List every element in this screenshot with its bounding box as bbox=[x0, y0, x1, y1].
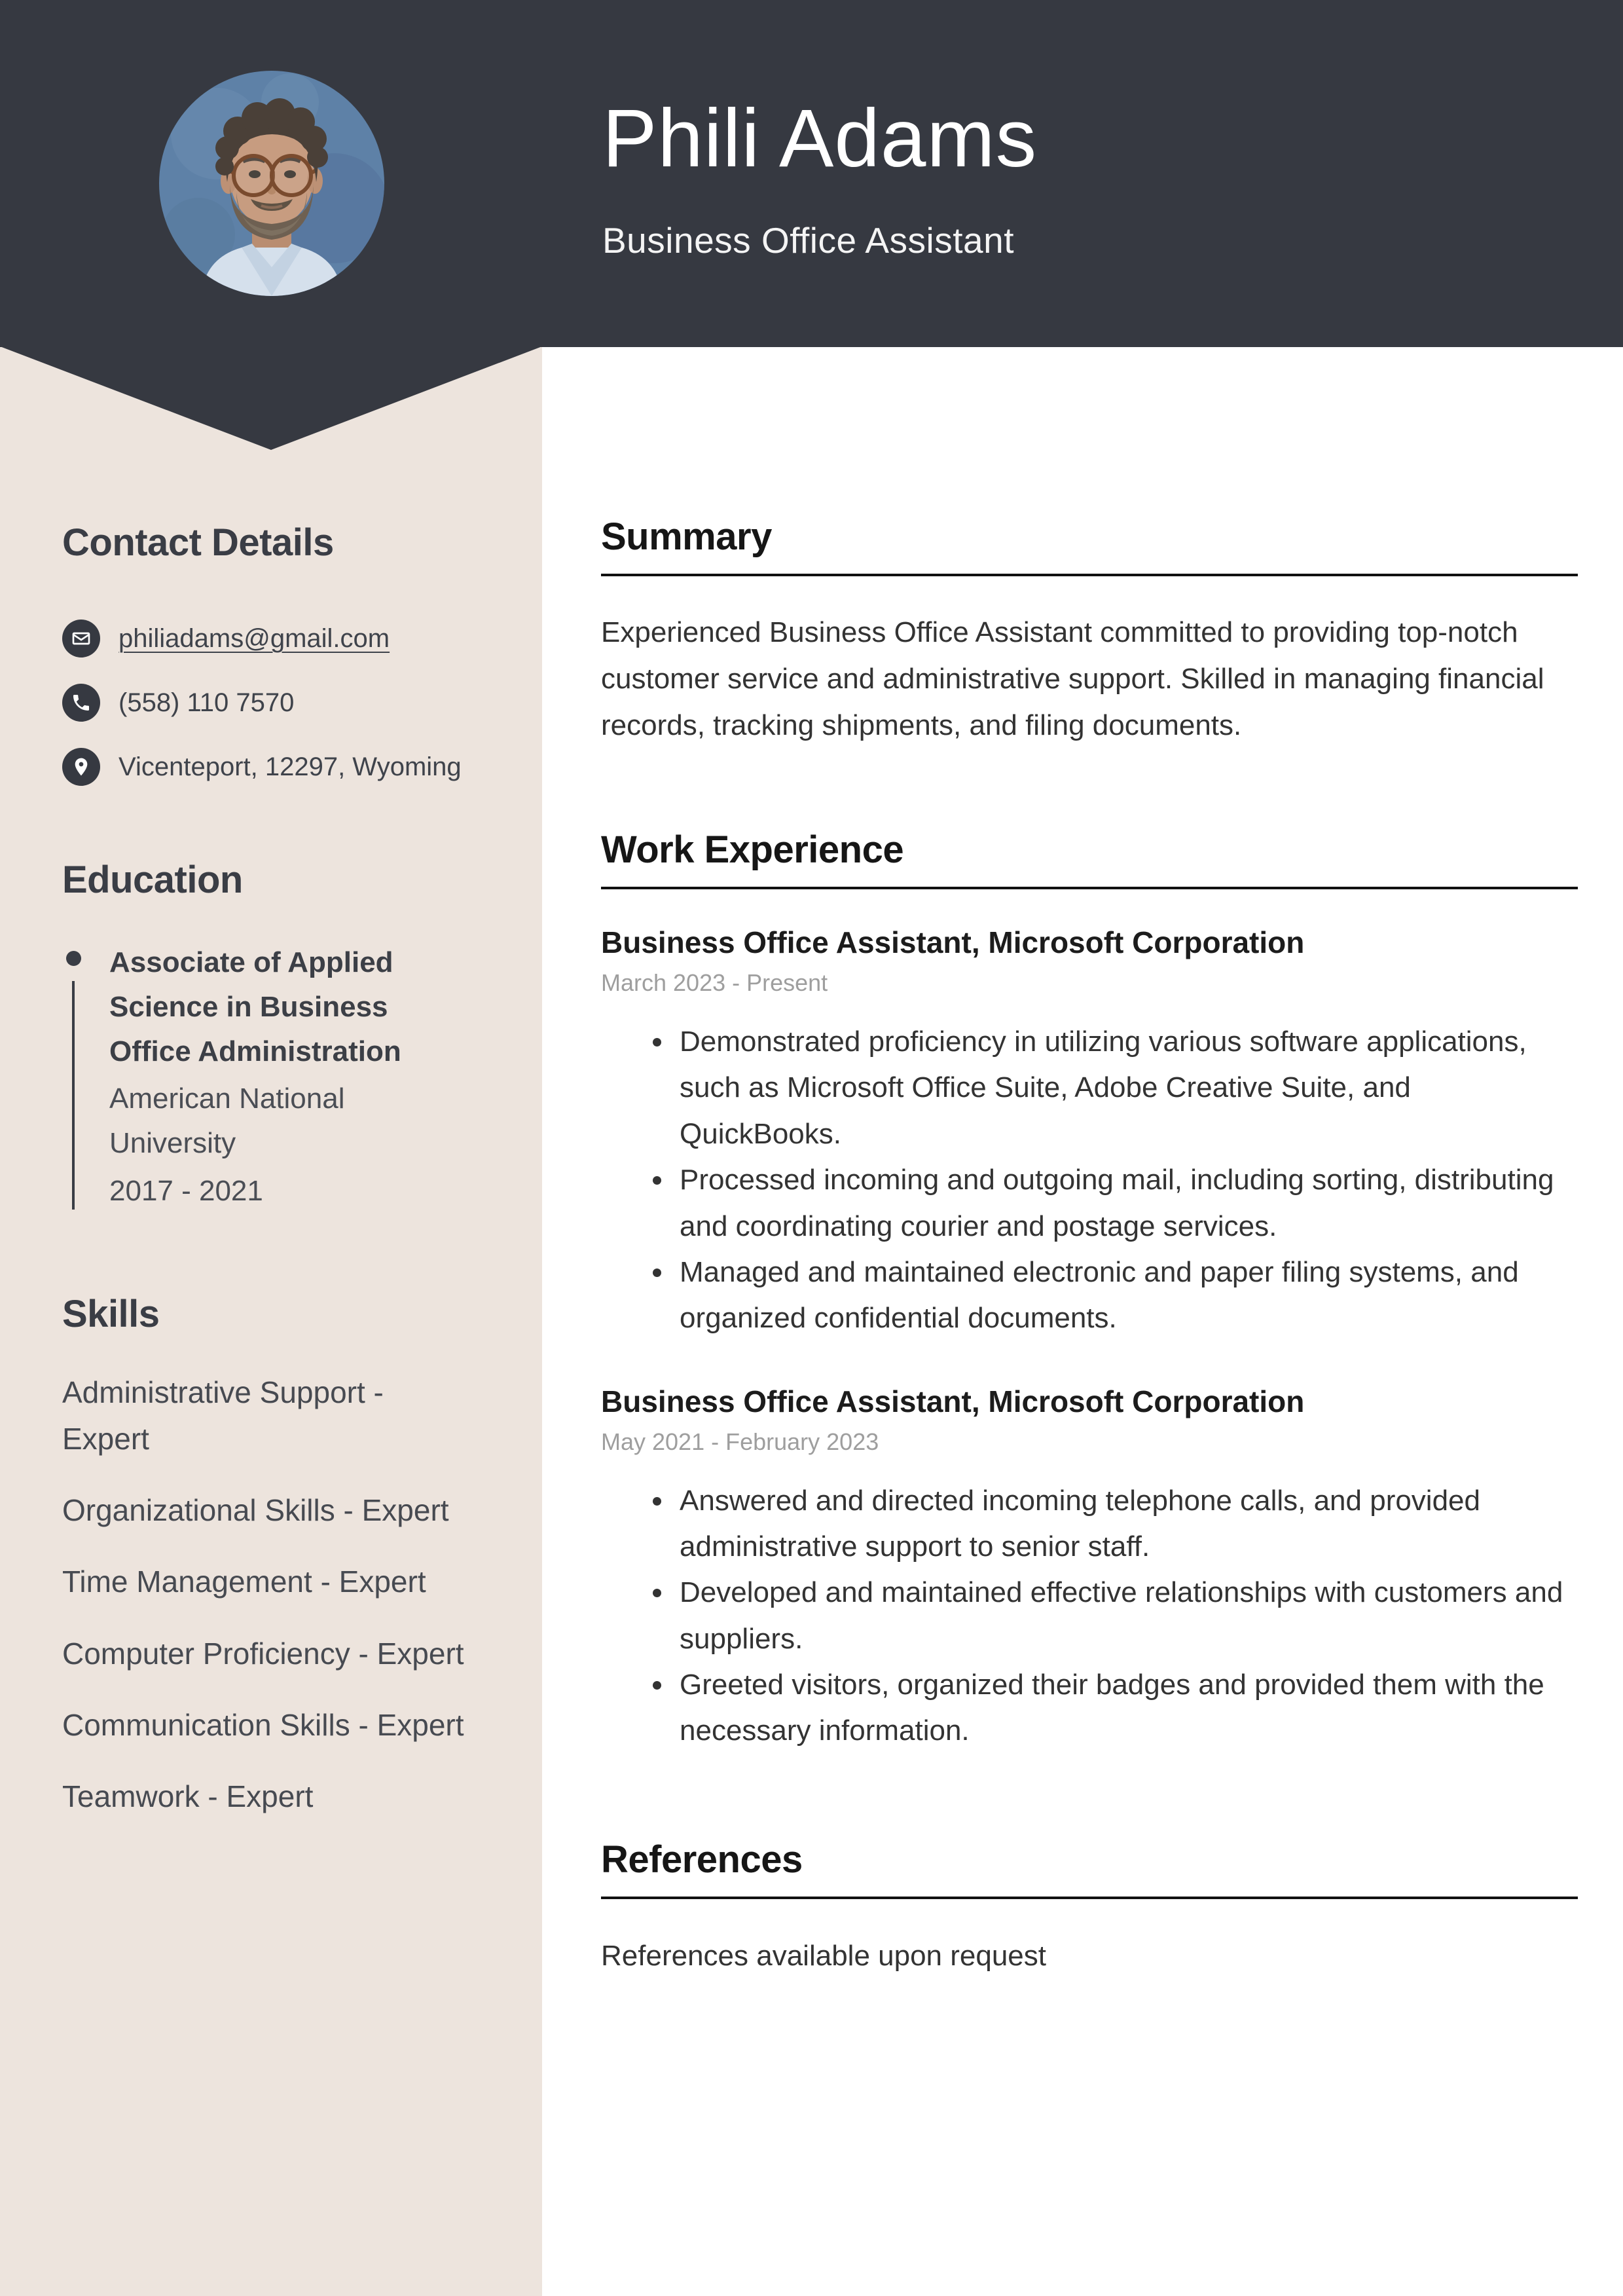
location-text: Vicenteport, 12297, Wyoming bbox=[119, 752, 462, 781]
education-degree: Associate of Applied Science in Business Office Administration bbox=[109, 946, 401, 1067]
job-entry bbox=[601, 923, 1578, 1342]
job-bullet-list bbox=[601, 1478, 1578, 1754]
job-title: Business Office Assistant, Microsoft Corporation bbox=[601, 1384, 1305, 1418]
education-dates: 2017 - 2021 bbox=[109, 1174, 263, 1207]
job-bullet: • Greeted visitors, organized their badges and provided them with the necessary information. bbox=[674, 1662, 1578, 1754]
education-section bbox=[62, 859, 477, 1213]
summary-text: Experienced Business Office Assistant committed to providing top-notch customer service and administrative support. Skilled in managing financial records, tracking shipments, and filing documents. bbox=[601, 616, 1544, 742]
skills-section bbox=[62, 1293, 477, 1821]
main-column bbox=[542, 346, 1623, 2296]
job-dates: May 2021 - February 2023 bbox=[601, 1428, 879, 1455]
sidebar bbox=[0, 346, 542, 2296]
contact-row-email bbox=[62, 620, 477, 657]
skill-item: Computer Proficiency - Expert bbox=[62, 1636, 464, 1671]
person-job-title: Business Office Assistant bbox=[602, 220, 1014, 261]
phone-number: (558) 110 7570 bbox=[119, 688, 295, 717]
job-bullet: • Developed and maintained effective relationships with customers and suppliers. bbox=[674, 1570, 1578, 1662]
timeline-dot bbox=[66, 951, 81, 966]
work-experience-section bbox=[601, 828, 1578, 1754]
person-name: Phili Adams bbox=[602, 93, 1038, 184]
skill-item: Communication Skills - Expert bbox=[62, 1708, 464, 1742]
email-link[interactable]: philiadams@gmail.com bbox=[119, 623, 390, 653]
education-school: American National University bbox=[109, 1083, 345, 1160]
contact-list bbox=[62, 620, 477, 786]
references-text: References available upon request bbox=[601, 1939, 1047, 1972]
job-dates: March 2023 - Present bbox=[601, 969, 828, 996]
education-entry bbox=[62, 940, 477, 1213]
location-icon bbox=[62, 748, 100, 786]
job-bullet: • Processed incoming and outgoing mail, including sorting, distributing and coordinating courier and postage services. bbox=[674, 1157, 1578, 1250]
job-bullet-list bbox=[601, 1019, 1578, 1342]
profile-photo-illustration bbox=[159, 71, 384, 296]
contact-row-location bbox=[62, 748, 477, 786]
skill-item: Teamwork - Expert bbox=[62, 1779, 314, 1814]
contact-row-phone bbox=[62, 684, 477, 722]
skill-item: Administrative Support - Expert bbox=[62, 1375, 384, 1456]
timeline-line bbox=[72, 981, 75, 1210]
skills-heading: Skills bbox=[62, 1292, 160, 1335]
job-entry bbox=[601, 1382, 1578, 1754]
job-title: Business Office Assistant, Microsoft Corporation bbox=[601, 925, 1305, 960]
email-icon bbox=[62, 620, 100, 657]
references-heading: References bbox=[601, 1838, 1578, 1899]
references-section bbox=[601, 1838, 1578, 1979]
job-bullet: • Demonstrated proficiency in utilizing various software applications, such as Microsoft Office Suite, Adobe Creative Suite, and QuickBooks. bbox=[674, 1019, 1578, 1157]
contact-section bbox=[62, 522, 477, 786]
work-experience-heading: Work Experience bbox=[601, 828, 1578, 889]
header-text-block bbox=[602, 93, 1038, 261]
skill-item: Time Management - Expert bbox=[62, 1565, 426, 1599]
summary-section bbox=[601, 515, 1578, 749]
job-bullet: • Managed and maintained electronic and paper filing systems, and organized confidential documents. bbox=[674, 1250, 1578, 1342]
job-bullet: • Answered and directed incoming telephone calls, and provided administrative support to senior staff. bbox=[674, 1478, 1578, 1570]
skill-item: Organizational Skills - Expert bbox=[62, 1493, 449, 1528]
education-heading: Education bbox=[62, 858, 243, 901]
phone-icon bbox=[62, 684, 100, 722]
skills-list bbox=[62, 1369, 477, 1821]
summary-heading: Summary bbox=[601, 515, 1578, 576]
profile-photo bbox=[159, 71, 384, 296]
contact-heading: Contact Details bbox=[62, 521, 334, 564]
